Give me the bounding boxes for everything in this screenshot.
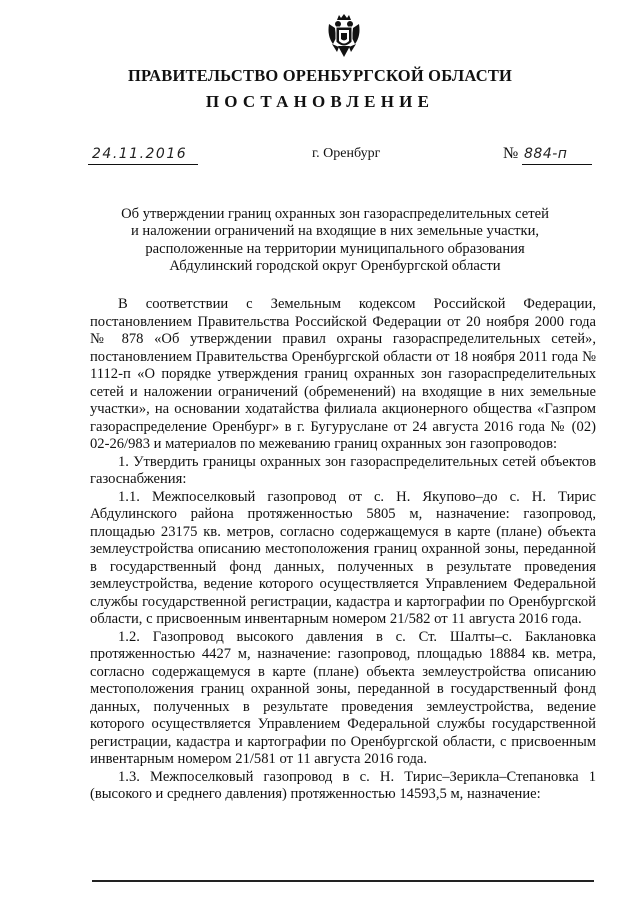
document-city: г. Оренбург <box>312 146 381 161</box>
number-underline <box>522 164 592 165</box>
preamble-paragraph: В соответствии с Земельным кодексом Российской Федерации, постановлением Правительства Российской Федерации от 20 ноября 2000 года № 878 «Об утверждении правил охраны газораспределительных сетей», постановлением Правительства Оренбургской области от 18 ноября 2011 года № 1112-п «О порядке утверждения границ охранных зон газораспределительных сетей и наложении ограничений (обременений) на входящие в них земельные участки», на основании ходатайства филиала акционерного общества «Газпром газораспределение Оренбург» в г. Бугуруслане от 24 августа 2016 года № (02) 02-26/983 и материалов по межеванию границ охранных зон газопроводов: <box>90 296 596 452</box>
document-date: 24.11.2016 <box>92 146 188 162</box>
clause-1-1: 1.1. Межпоселковый газопровод от с. Н. Якупово–до с. Н. Тирис Абдулинского района протяженностью 5805 м, назначение: газопровод, площадью 23175 кв. метров, согласно содержащемуся в карте (плане) объекта землеустройства описанию местоположения границ охранной зоны, переданной в государственный фонд данных, полученных в результате проведения землеустройства, ведение которого осуществляется Управлением Федеральной службы государственной регистрации, кадастра и картографии по Оренбургской области, с присвоенным инвентарным номером 21/582 от 11 августа 2016 года. <box>90 488 596 627</box>
document-title <box>100 206 570 275</box>
document-meta <box>0 146 640 172</box>
clause-1-2: 1.2. Газопровод высокого давления в с. Ст. Шалты–с. Баклановка протяженностью 4427 м, назначение: газопровод, площадью 18884 кв. метра, согласно содержащемуся в карте (плане) объекта землеустройства описанию местоположения границ охранной зоны, переданной в государственный фонд данных, полученных в результате проведения землеустройства, ведение которого осуществляется Управлением Федеральной службы государственной регистрации, кадастра и картографии по Оренбургской области, с присвоенным инвентарным номером 21/581 от 11 августа 2016 года. <box>90 628 596 767</box>
government-name: ПРАВИТЕЛЬСТВО ОРЕНБУРГСКОЙ ОБЛАСТИ <box>127 66 513 85</box>
coat-of-arms-icon <box>326 14 362 58</box>
page-bottom-rule <box>92 880 594 882</box>
date-underline <box>88 164 198 165</box>
document-body <box>90 296 596 804</box>
title-line: расположенные на территории муниципального образования <box>145 240 525 257</box>
clause-1: 1. Утвердить границы охранных зон газораспределительных сетей объектов газоснабжения: <box>90 453 596 487</box>
document-number: 884-п <box>524 146 568 162</box>
number-label: № <box>503 145 519 162</box>
clause-1-3: 1.3. Межпоселковый газопровод в с. Н. Тирис–Зерикла–Степановка 1 (высокого и среднего давления) протяженностью 14593,5 м, назначение: <box>90 768 596 802</box>
title-line: и наложении ограничений на входящие в них земельные участки, <box>130 223 540 240</box>
title-line: Об утверждении границ охранных зон газораспределительных сетей <box>121 206 549 222</box>
document-type: ПОСТАНОВЛЕНИЕ <box>205 92 435 111</box>
title-line: Абдулинский городской округ Оренбургской области <box>169 257 501 274</box>
